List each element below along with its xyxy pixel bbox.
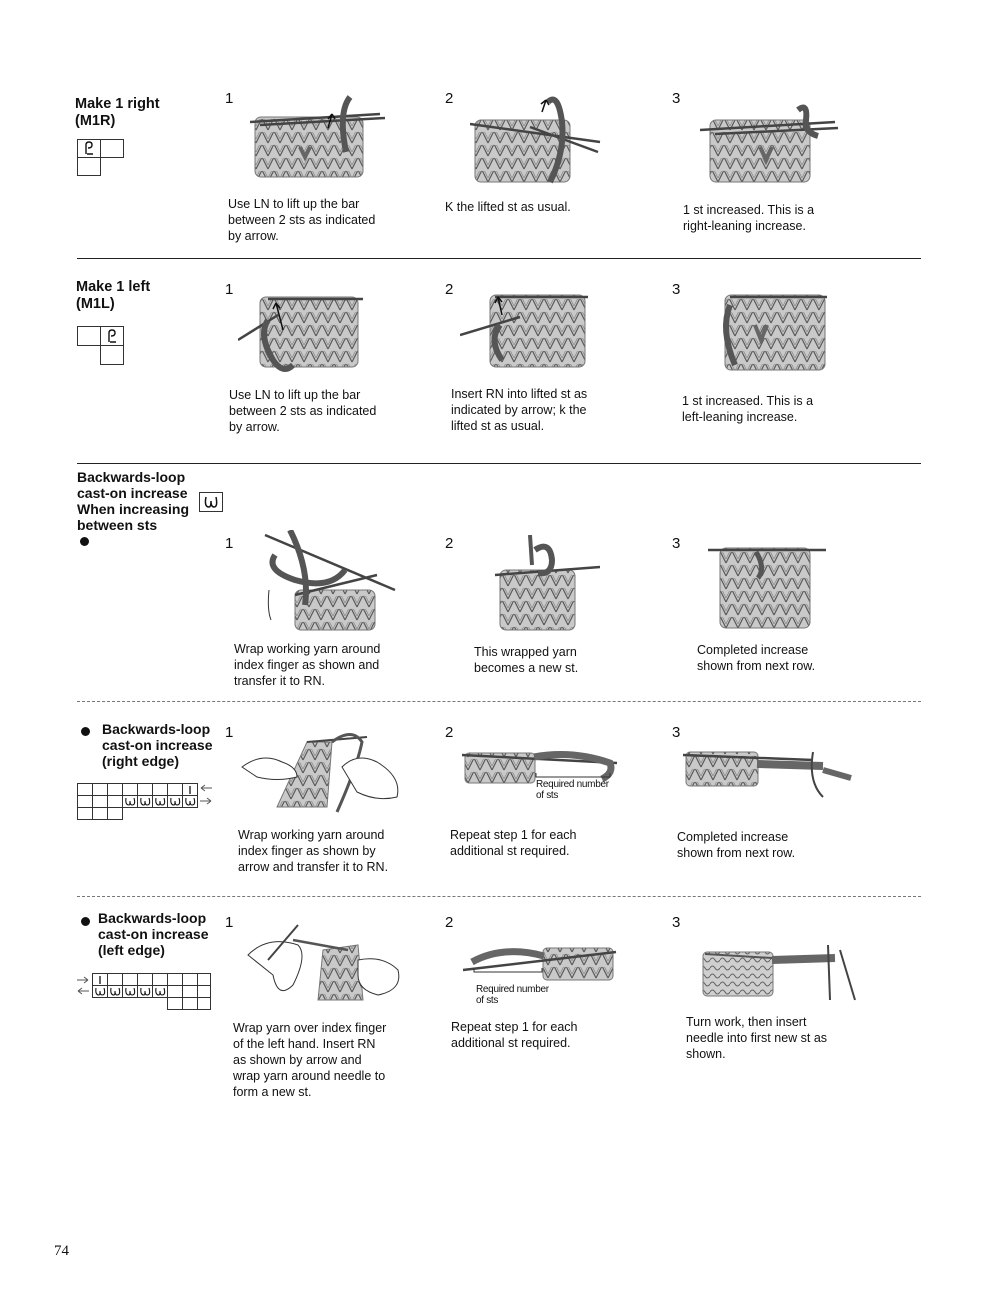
step-caption: Insert RN into lifted st as indicated by arrow; k the lifted st as usual.: [451, 387, 588, 433]
chart-symbol-m1r: [77, 139, 127, 177]
section-title: Backwards-loop cast-on increase (right edge): [102, 721, 213, 769]
step-caption: Repeat step 1 for each additional st required.: [451, 1020, 578, 1050]
step-number: 3: [672, 281, 681, 298]
illustration-m1l-step3: [705, 285, 835, 380]
step-caption: Completed increase shown from next row.: [677, 830, 796, 860]
section-divider: [77, 258, 921, 259]
chart-symbol-m1l: [77, 326, 127, 366]
chart-left-edge: [74, 972, 214, 1010]
illustration-backwards-loop-step1: [255, 530, 400, 635]
step-number: 1: [225, 90, 234, 107]
illustration-m1l-step2: [460, 285, 590, 380]
section-title: Make 1 left (M1L): [76, 279, 151, 312]
bullet: [81, 727, 90, 736]
step-number: 2: [445, 90, 454, 107]
required-number-label: Required number of sts: [476, 984, 549, 1006]
chart-right-edge: [77, 782, 215, 820]
step-caption: Use LN to lift up the bar between 2 sts as indicated by arrow.: [229, 388, 377, 434]
illustration-m1r-step1: [250, 92, 390, 192]
illustration-backwards-loop-step2: [490, 535, 605, 635]
illustration-left-edge-step2: [458, 940, 618, 988]
step-number: 3: [672, 914, 681, 931]
step-caption: Wrap working yarn around index finger as shown and transfer it to RN.: [234, 642, 381, 688]
illustration-m1r-step2: [470, 92, 610, 192]
step-number: 1: [225, 281, 234, 298]
required-number-label: Required number of sts: [536, 779, 609, 801]
step-caption: Wrap working yarn around index finger as shown by arrow and transfer it to RN.: [238, 828, 389, 874]
step-number: 2: [445, 281, 454, 298]
step-caption: Completed increase shown from next row.: [697, 643, 816, 673]
page-number: 74: [54, 1243, 69, 1259]
illustration-m1l-step1: [238, 285, 368, 380]
step-number: 1: [225, 535, 234, 552]
step-number: 2: [445, 724, 454, 741]
step-number: 1: [225, 914, 234, 931]
bullet: [81, 917, 90, 926]
step-number: 1: [225, 724, 234, 741]
section-title: Backwards-loop cast-on increase When increasing between sts: [77, 469, 190, 533]
step-caption: K the lifted st as usual.: [445, 200, 571, 214]
section-divider: [77, 896, 921, 897]
step-caption: 1 st increased. This is a left-leaning increase.: [682, 394, 814, 424]
bullet: [80, 537, 89, 546]
step-caption: This wrapped yarn becomes a new st.: [474, 645, 579, 675]
step-number: 3: [672, 535, 681, 552]
step-caption: Turn work, then insert needle into first new st as shown.: [686, 1015, 828, 1061]
illustration-left-edge-step3: [700, 940, 860, 1002]
step-caption: Repeat step 1 for each additional st required.: [450, 828, 577, 858]
section-divider: [77, 463, 921, 464]
illustration-left-edge-step1: [238, 915, 408, 1010]
illustration-right-edge-step3: [683, 742, 855, 804]
step-caption: 1 st increased. This is a right-leaning increase.: [683, 203, 815, 233]
illustration-backwards-loop-step3: [708, 538, 828, 633]
illustration-right-edge-step1: [237, 722, 407, 817]
step-number: 3: [672, 90, 681, 107]
step-caption: Use LN to lift up the bar between 2 sts as indicated by arrow.: [228, 197, 376, 243]
section-title: Backwards-loop cast-on increase (left edge): [98, 910, 209, 958]
step-number: 2: [445, 914, 454, 931]
step-number: 2: [445, 535, 454, 552]
illustration-m1r-step3: [700, 92, 840, 192]
chart-symbol-backwards-loop: [199, 492, 225, 514]
step-number: 3: [672, 724, 681, 741]
section-divider: [77, 701, 921, 702]
step-caption: Wrap yarn over index finger of the left hand. Insert RN as shown by arrow and wrap yarn around needle to form a new st.: [233, 1021, 387, 1099]
section-title: Make 1 right (M1R): [75, 96, 160, 129]
